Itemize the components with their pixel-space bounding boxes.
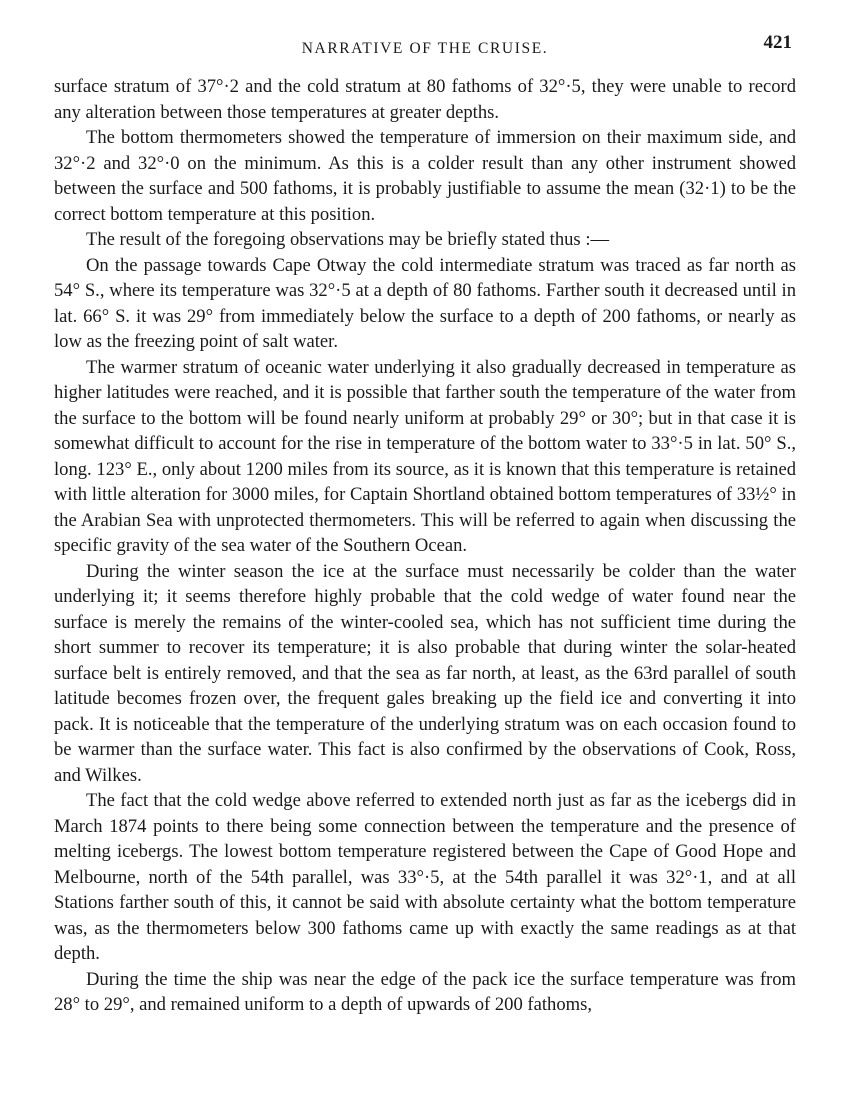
- paragraph-winter-season: During the winter season the ice at the surface must necessarily be colder than the water underlying it; it seems therefore highly probable that the cold wedge of water found near the surface is merely the remains of the winter-cooled sea, which has not sufficient time during the short summer to recover its temperature; it is also probable that during winter the solar-heated surface belt is entirely removed, and that the sea as far north, at least, as the 63rd parallel of south latitude becomes frozen over, the frequent gales breaking up the field ice and converting it into pack. It is noticeable that the temperature of the underlying stratum was on each occasion found to be warmer than the surface water. This fact is also confirmed by the observations of Cook, Ross, and Wilkes.: [54, 560, 796, 786]
- paragraph-cape-otway: On the passage towards Cape Otway the cold intermediate stratum was traced as far north as 54° S., where its temperature was 32°·5 at a depth of 80 fathoms. Farther south it decreased until in lat. 66° S. it was 29° from immediately below the surface to a depth of 200 fathoms, or nearly as low as the freezing point of salt water.: [54, 254, 796, 352]
- paragraph-bottom-thermometers: The bottom thermometers showed the temperature of immersion on their maximum side, and 32°·2 and 32°·0 on the minimum. As this is a colder result than any other instrument showed between the surface and 500 fathoms, it is probably justifiable to assume the mean (32·1) to be the correct bottom temperature at this position.: [54, 127, 796, 225]
- paragraph-continuation: surface stratum of 37°·2 and the cold stratum at 80 fathoms of 32°·5, they were unable to record any alteration between those temperatures at greater depths.: [54, 76, 796, 123]
- paragraph-cold-wedge: The fact that the cold wedge above referred to extended north just as far as the icebergs did in March 1874 points to there being some connection between the temperature and the presence of melting icebergs. The lowest bottom temperature registered between the Cape of Good Hope and Melbourne, north of the 54th parallel, was 33°·5, at the 54th parallel it was 32°·1, and at all Stations farther south of this, it cannot be said with absolute certainty what the bottom temperature was, as the thermometers below 300 fathoms came up with exactly the same readings as at that depth.: [54, 790, 796, 964]
- running-head: [0, 32, 850, 64]
- paragraph-pack-ice: During the time the ship was near the edge of the pack ice the surface temperature was from 28° to 29°, and remained uniform to a depth of upwards of 200 fathoms,: [54, 968, 796, 1015]
- paragraph-summary-intro: The result of the foregoing observations may be briefly stated thus :—: [86, 229, 610, 250]
- running-title: NARRATIVE OF THE CRUISE.: [301, 40, 549, 57]
- page-number: 421: [763, 32, 792, 53]
- body-text: [54, 74, 796, 1018]
- paragraph-warmer-stratum: The warmer stratum of oceanic water underlying it also gradually decreased in temperature as higher latitudes were reached, and it is possible that farther south the temperature of the water from the surface to the bottom will be found nearly uniform at probably 29° or 30°; but in that case it is somewhat difficult to account for the rise in temperature of the bottom water to 33°·5 in lat. 50° S., long. 123° E., only about 1200 miles from its source, as it is known that this temperature is retained with little alteration for 3000 miles, for Captain Shortland obtained bottom temperatures of 33½° in the Arabian Sea with unprotected thermometers. This will be referred to again when discussing the specific gravity of the sea water of the Southern Ocean.: [54, 356, 796, 556]
